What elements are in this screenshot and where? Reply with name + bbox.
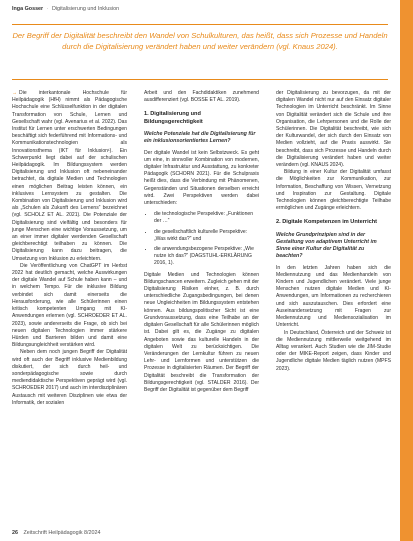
- arrow-icon: →: [12, 90, 18, 96]
- pullquote: Der Begriff der Digitalität beschreibt den Wandel von Schulkulturen, das heißt, dass sich Prozesse und Handeln durch die Digitalisierung verändert haben und weiter verändern (vgl. Knaus 2024).: [12, 31, 388, 51]
- paragraph-text: Die interkantonale Hochschule für Heilpädagogik (HfH) nimmt als Pädagogische Hochschule eine Schlüsselfunktion in der digitalen Transformation von Schule, Lernen und Gesellschaft wahr (vgl. Avenarius et al. 2022). Das Institut für Lernen unter erschwerten Bedingungen beschäftigt sich federführend mit Informations- und Kommunikationstechnologien als Innovationsthema (IKT für Inklusion¹). Ein Schwerpunkt liegt dabei auf der schulischen Heilpädagogik. Im Bildungssystem werden Digitalisierung und Inklusion oft nebeneinander betrachtet, da digitale Medien und Technologien einen möglichen Beitrag leisten können, ein inklusives Lernsystem zu gestalten. Die Kombination von Digitalisierung und Inklusion wird als „Schulen als Zukunft des Lernens“ bezeichnet (vgl. SCHOLZ ET AL. 2021). Die Potenziale der Digitalisierung sind vielfältig und besonders für junge Menschen eine wichtige Voraussetzung, um an einer immer digitaler werdenden Gesellschaft gleichberechtigt teilhaben zu können. Die Digitalisierung kann dazu beitragen, die Umsetzung von Inklusion zu erleichtern.: [12, 90, 127, 262]
- paragraph: Digitale Medien und Technologien können Bildungschancen erweitern. Zugleich gehen mit der Digitalisierung Risiken einher, z. B. durch unterschiedliche Zugangsbedingungen, bei denen neue Ungleichheiten im Bildungssystem entstehen können. Aus bildungspolitischer Sicht ist eine Grundvoraussetzung, dass eine Teilhabe an der digitalen Gesellschaft für alle Schülerinnen möglich ist. Dabei gilt es, die Zugänge zu digitalen Angeboten sowie das kulturelle Handeln in der digitalen Welt zu berücksichtigen. Die Veränderungen der Lernkultur führen zu neuen Lehr- und Lernformen und unterstützen die Prozesse in digitalisierten Räumen. Der Begriff der Digitalität beschreibt die Transformation der Bildungsgerechtigkeit (vgl. STALDER 2016). Der Begriff der Digitalität ist gegenüber dem Begriff: [144, 271, 259, 393]
- paragraph: [12, 90, 127, 263]
- bullet-list: [144, 211, 259, 267]
- page-number: 26: [12, 530, 18, 536]
- paragraph: Neben dem noch jungen Begriff der Digitalität wird oft auch der Begriff inklusive Medienbildung diskutiert, der sich durch heil- und sonderpädagogische sowie durch mediendidaktische Perspektiven geprägt wird (vgl. SCHROEDER 2017) und auch im interdisziplinären Austausch mit weiteren Disziplinen wie etwa der Informatik, der sozialen: [12, 349, 127, 406]
- paragraph: In Deutschland, Österreich und der Schweiz ist die Mediennutzung mittlerweile weitgehend im Alltag verankert. Auch Studien wie die JIM-Studie oder der MIKE-Report zeigen, dass Kinder und Jugendliche digitale Medien täglich nutzen (MPFS 2023).: [276, 329, 391, 372]
- text-column-3: [276, 90, 391, 530]
- journal-name: Zeitschrift Heilpädagogik 8/2024: [23, 530, 101, 536]
- paragraph: Bildung in einer Kultur der Digitalität umfasst die Möglichkeiten zur Kommunikation, zur Information, Beschaffung von Wissen, Vernetzung und Inspiration zur Gestaltung. Digitale Technologien können gleichberechtigte Teilhabe ermöglichen und Zugänge erleichtern.: [276, 169, 391, 212]
- paragraph: Die Veröffentlichung von ChatGPT im Herbst 2022 hat deutlich gemacht, welche Auswirkungen der digitale Wandel auf Schule haben kann – und in welchem Tempo. Für die inklusive Bildung verbindet sich damit einerseits die Herausforderung, wie alle Schülerinnen einen kritisch kompetenten Umgang mit KI-Anwendungen erlernen (vgl. SCHROEDER ET AL. 2023), sowie andererseits die Frage, ob sich bei neuen digitalen Technologien immer stärkere Hürden und Barrieren bilden und damit eine Bildungsungleichheit verstärken wird.: [12, 262, 127, 349]
- orange-side-tab: [400, 0, 413, 541]
- header-separator: ·: [46, 6, 49, 12]
- text-column-1: [12, 90, 127, 530]
- list-item: • die anwendungsbezogene Perspektive: „Wie nutze ich das?“ (DAGSTUHL-ERKLÄRUNG 2016, 1).: [154, 246, 259, 268]
- list-item: • die technologische Perspektive: „Funktionen der …“: [154, 211, 259, 225]
- running-header: [12, 6, 119, 12]
- list-item: • die gesellschaftlich kulturelle Perspektive: „Was wirkt das?“ und: [154, 229, 259, 243]
- pullquote-rule-bottom: [12, 79, 388, 80]
- paragraph: In den letzten Jahren haben sich die Mediennutzung und das Medienhandeln von Kindern und Jugendlichen verändert. Viele junge Menschen nutzen digitale Medien und KI-Anwendungen, um Informationen zu recherchieren und sich auszutauschen. Dies erfordert eine Auseinandersetzung mit Fragen zur Mediennutzung und Mediensozialisation im Unterricht.: [276, 264, 391, 329]
- section-heading: 1. Digitalisierung und Bildungsgerechtigkeit: [144, 111, 203, 125]
- header-author: Inga Gosser: [12, 6, 44, 12]
- paragraph: Der digitale Wandel ist kein Selbstzweck. Es geht um eine, in sinnvoller Kombination von modernen, digitaler Infrastruktur und Ausstattung, zu konkreter Pädagogik (SCHORN 2021). Für die Schulpraxis heißt dies, dass die Verbindung mit Phänomenen, Gegenständen und Situationen derselben erreicht wird. Zwei Perspektiven werden dabei unterschieden:: [144, 149, 259, 207]
- running-footer: [12, 530, 101, 536]
- section-heading: 2. Digitale Kompetenzen im Unterricht: [276, 219, 378, 226]
- section-question: Welche Potenziale hat die Digitalisierung für ein inklusionsorientiertes Lernen?: [144, 131, 256, 145]
- section-question: Welche Grundprinzipien sind in der Gestaltung von adaptivem Unterricht im Sinne einer Kultur der Digitalität zu beachten?: [276, 231, 377, 260]
- header-section: Digitalisierung und Inklusion: [51, 6, 120, 12]
- paragraph: der Digitalisierung zu bevorzugen, da mit der digitalen Wandel nicht nur auf den Einsatz digitaler Technologien im Unterricht beschränkt. Im Sinne von Digitalität verändert sich die Schule und ihre Organisation, die Lehrpersonen und die Rolle der Schülerinnen. Die Digitalität beschreibt, wie sich der Kulturwandel, der sich durch den Einsatz von Medien vollzieht, auf die Praxis auswirkt. Sie beschreibt, dass sich Prozesse und Handeln durch die Digitalisierung verändert haben und weiter verändern (vgl. KNAUS 2024).: [276, 90, 391, 169]
- text-column-2: [144, 90, 259, 530]
- pullquote-rule-top: [12, 24, 388, 25]
- paragraph: Arbeit und den Fachdidaktiken zunehmend ausdifferenziert (vgl. BOSSE ET AL. 2019).: [144, 90, 259, 104]
